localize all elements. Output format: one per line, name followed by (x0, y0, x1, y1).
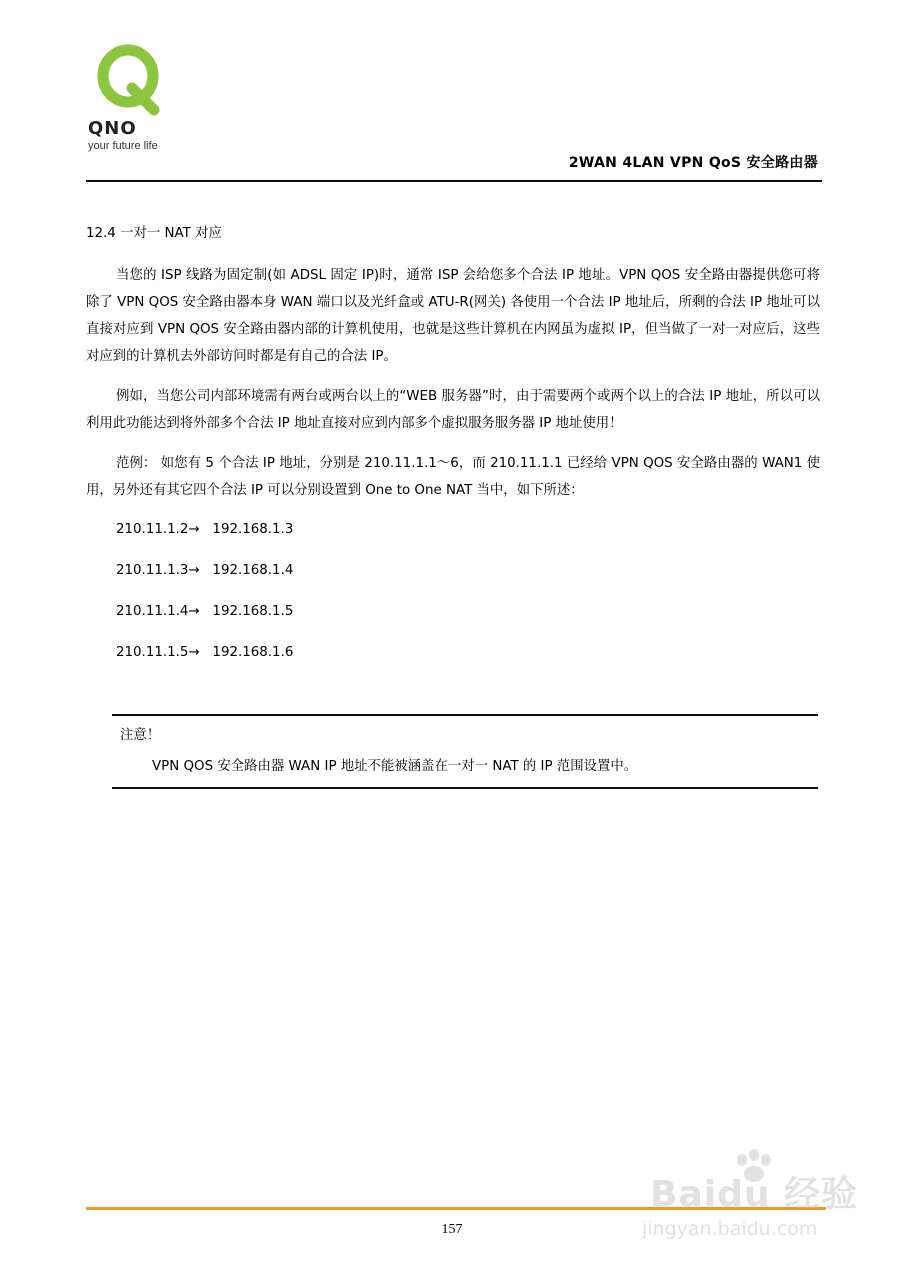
header-divider (86, 180, 822, 182)
section-title: 12.4 一对一 NAT 对应 (86, 226, 222, 241)
private-ip: 192.168.1.6 (212, 645, 294, 660)
ip-mapping-row (116, 520, 820, 561)
public-ip: 210.11.1.2 (116, 522, 189, 537)
paragraph-intro: 当您的 ISP 线路为固定制(如 ADSL 固定 IP)时，通常 ISP 会给您多个合法 IP 地址。VPN QOS 安全路由器提供您可将除了 VPN QOS 安全路由器本身 WAN 端口以及光纤盒或 ATU-R(网关) 各使用一个合法 IP 地址后，所剩的合法 IP 地址可以直接对应到 VPN QOS 安全路由器内部的计算机使用，也就是这些计算机在内网虽为虚拟 IP，但当做了一对一对应后，这些对应到的计算机去外部访问时都是有自己的合法 IP。 (86, 268, 820, 364)
qno-logo-mark (96, 44, 160, 116)
arrow-icon: → (188, 645, 200, 660)
arrow-icon: → (188, 604, 200, 619)
public-ip: 210.11.1.3 (116, 563, 189, 578)
ip-mapping-row (116, 643, 820, 684)
section-content (86, 224, 820, 684)
note-title: 注意！ (120, 728, 161, 743)
baidu-watermark (640, 1146, 859, 1268)
paragraph-example: 例如，当您公司内部环境需有两台或两台以上的“WEB 服务器”时，由于需要两个或两个以上的合法 IP 地址，所以可以利用此功能达到将外部多个合法 IP 地址直接对应到内部多个虚拟服务服务器 IP 地址使用！ (86, 389, 820, 431)
ip-mapping-row (116, 602, 820, 643)
paragraph-sample: 范例： 如您有 5 个合法 IP 地址，分别是 210.11.1.1～6，而 210.11.1.1 已经给 VPN QOS 安全路由器的 WAN1 使用，另外还有其它四个合法 IP 可以分别设置到 One to One NAT 当中，如下所述： (86, 456, 820, 498)
note-box (112, 714, 818, 789)
page-number: 157 (441, 1222, 463, 1237)
qno-logo (88, 44, 178, 154)
watermark-brand: Baidu 经验 (650, 1174, 859, 1215)
arrow-icon: → (188, 522, 200, 537)
public-ip: 210.11.1.4 (116, 604, 189, 619)
logo-brand-text: QNO (88, 118, 137, 139)
private-ip: 192.168.1.3 (212, 522, 294, 537)
arrow-icon: → (188, 563, 200, 578)
private-ip: 192.168.1.4 (212, 563, 294, 578)
private-ip: 192.168.1.5 (212, 604, 294, 619)
ip-mapping-list (116, 520, 820, 684)
note-text: VPN QOS 安全路由器 WAN IP 地址不能被涵盖在一对一 NAT 的 IP 范围设置中。 (152, 759, 638, 774)
document-header-title: 2WAN 4LAN VPN QoS 安全路由器 (568, 155, 818, 171)
logo-tagline: your future life (88, 140, 158, 152)
public-ip: 210.11.1.5 (116, 645, 189, 660)
ip-mapping-row (116, 561, 820, 602)
watermark-url: jingyan.baidu.com (642, 1218, 818, 1240)
